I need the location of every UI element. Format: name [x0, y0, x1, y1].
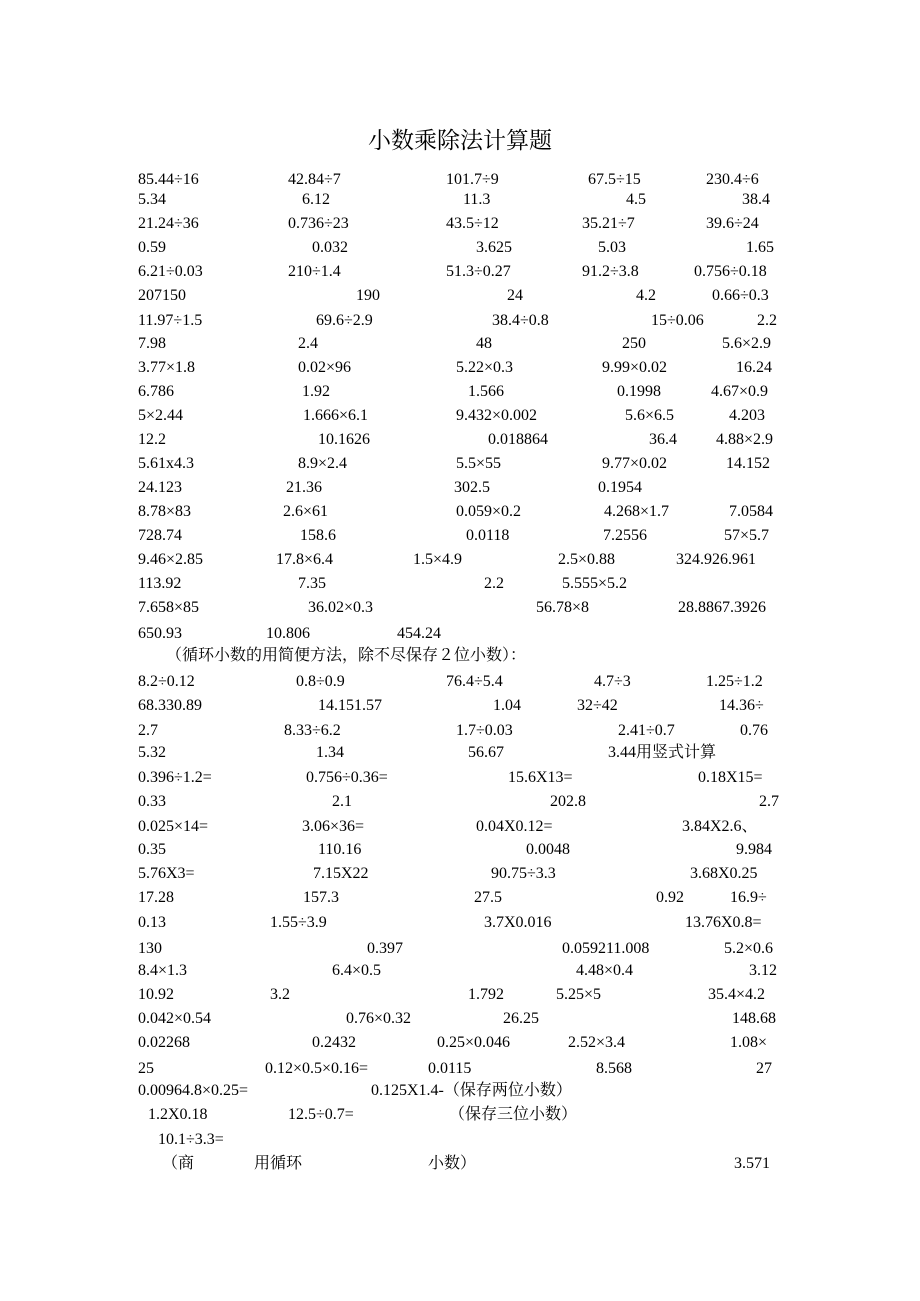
problem-text: 0.33 [138, 793, 166, 810]
problem-text: 85.44÷16 [138, 171, 199, 188]
problem-text: 8.33÷6.2 [284, 722, 341, 739]
problem-text: 2.7 [759, 793, 779, 810]
problem-text: 90.75÷3.3 [491, 865, 556, 882]
problem-text: 1.566 [468, 383, 504, 400]
problem-text: 2.1 [332, 793, 352, 810]
problem-text: 0.2432 [312, 1034, 356, 1051]
problem-text: 0.00964.8×0.25= [138, 1082, 249, 1099]
problem-text: 2.2 [484, 575, 504, 592]
problem-text: 190 [356, 287, 380, 304]
problem-text: 9.432×0.002 [456, 407, 538, 424]
problem-text: 5.61x4.3 [138, 455, 194, 472]
problem-text: （商 [162, 1155, 195, 1172]
problem-text: 24.123 [138, 479, 182, 496]
problem-text: 2.52×3.4 [568, 1034, 626, 1051]
problem-text: 0.736÷23 [288, 215, 349, 232]
problem-text: 7.658×85 [138, 599, 200, 616]
problem-text: 12.2 [138, 431, 166, 448]
problem-text: 0.025×14= [138, 818, 209, 835]
problem-text: 7.15X22 [313, 865, 369, 882]
problem-text: 6.786 [138, 383, 174, 400]
problem-text: 12.5÷0.7= [288, 1106, 354, 1123]
problem-text: 14.151.57 [318, 697, 382, 714]
problem-text: 48 [476, 335, 492, 352]
problem-text: 3.84X2.6、 [682, 818, 758, 835]
problem-text: 28.8867.3926 [678, 599, 766, 616]
problem-text: 13.76X0.8= [685, 914, 762, 931]
problem-text: 17.8×6.4 [276, 551, 334, 568]
problem-text: 0.1998 [617, 383, 661, 400]
problem-text: 0.059211.008 [562, 940, 650, 957]
problem-text: 0.396÷1.2= [138, 769, 212, 786]
problem-text: 8.9×2.4 [298, 455, 348, 472]
problem-text: 1.65 [746, 239, 774, 256]
problem-text: 130 [138, 940, 162, 957]
problem-text: 39.6÷24 [706, 215, 759, 232]
problem-text: 76.4÷5.4 [446, 673, 503, 690]
problem-text: 1.666×6.1 [303, 407, 369, 424]
problem-text: 2.7 [138, 722, 158, 739]
problem-text: 0.0048 [526, 841, 570, 858]
problem-text: 207150 [138, 287, 186, 304]
problem-text: 15.6X13= [508, 769, 573, 786]
problem-text: 3.625 [476, 239, 512, 256]
problem-text: 1.25÷1.2 [706, 673, 763, 690]
problem-text: 36.02×0.3 [308, 599, 374, 616]
problem-text: 6.4×0.5 [332, 962, 382, 979]
problem-text: 0.397 [367, 940, 403, 957]
problem-text: 454.24 [397, 625, 441, 642]
problem-text: 0.032 [312, 239, 348, 256]
problem-text: 10.1626 [318, 431, 370, 448]
problem-text: 250 [622, 335, 646, 352]
problem-text: （循环小数的用简便方法，除不尽保存２位小数）： [166, 647, 527, 664]
problem-text: 4.268×1.7 [604, 503, 670, 520]
problem-text: 7.35 [298, 575, 326, 592]
problem-text: 113.92 [138, 575, 182, 592]
problem-text: 27.5 [474, 889, 502, 906]
problem-text: 17.28 [138, 889, 174, 906]
problem-text: 2.6×61 [283, 503, 329, 520]
problem-text: 5.03 [598, 239, 626, 256]
problem-text: 36.4 [649, 431, 677, 448]
problem-text: 8.2÷0.12 [138, 673, 195, 690]
problem-text: 101.7÷9 [446, 171, 499, 188]
problem-text: 1.04 [493, 697, 521, 714]
problem-text: 0.018864 [488, 431, 548, 448]
problem-text: 202.8 [550, 793, 586, 810]
problem-text: 10.806 [266, 625, 310, 642]
problem-text: 110.16 [318, 841, 362, 858]
problem-text: 9.77×0.02 [602, 455, 668, 472]
problem-text: 67.5÷15 [588, 171, 641, 188]
problem-text: 210÷1.4 [288, 263, 341, 280]
problem-text: 1.34 [316, 744, 344, 761]
problem-text: （保存三位小数） [449, 1106, 578, 1123]
problem-text: 3.77×1.8 [138, 359, 196, 376]
problem-text: 35.4×4.2 [708, 986, 766, 1003]
problem-text: 5.32 [138, 744, 166, 761]
problem-text: 2.41÷0.7 [618, 722, 675, 739]
problem-text: 小数） [428, 1155, 477, 1172]
problem-text: 3.2 [270, 986, 290, 1003]
problem-text: 148.68 [732, 1010, 776, 1027]
problem-text: 11.3 [463, 191, 491, 208]
problem-text: 7.0584 [729, 503, 773, 520]
problem-text: 0.059×0.2 [456, 503, 522, 520]
problem-text: 16.9÷ [730, 889, 767, 906]
problem-text: 57×5.7 [724, 527, 770, 544]
problem-text: 11.97÷1.5 [138, 312, 203, 329]
problem-text: 0.59 [138, 239, 166, 256]
problem-text: 5.34 [138, 191, 166, 208]
problem-text: 302.5 [454, 479, 490, 496]
problem-text: 4.67×0.9 [711, 383, 769, 400]
problem-text: 51.3÷0.27 [446, 263, 511, 280]
problem-text: 0.02268 [138, 1034, 190, 1051]
problem-text: 2.2 [757, 312, 777, 329]
problem-text: 5.76X3= [138, 865, 195, 882]
problem-text: 32÷42 [577, 697, 618, 714]
problem-text: 0.0115 [428, 1060, 472, 1077]
problem-text: 8.4×1.3 [138, 962, 188, 979]
problem-text: 0.76 [740, 722, 768, 739]
problem-text: 27 [756, 1060, 772, 1077]
problem-text: 9.984 [736, 841, 772, 858]
problem-text: 7.2556 [603, 527, 647, 544]
problem-text: 5.22×0.3 [456, 359, 514, 376]
problem-text: 5×2.44 [138, 407, 184, 424]
problem-text: 8.78×83 [138, 503, 192, 520]
problem-text: 3.68X0.25 [690, 865, 758, 882]
problem-text: 68.330.89 [138, 697, 202, 714]
problem-text: 5.6×6.5 [625, 407, 675, 424]
problem-text: 1.792 [468, 986, 504, 1003]
problem-text: 324.926.961 [676, 551, 756, 568]
problem-text: 4.48×0.4 [576, 962, 634, 979]
problem-text: 0.12×0.5×0.16= [265, 1060, 369, 1077]
problem-text: 6.12 [302, 191, 330, 208]
problem-text: 0.66÷0.3 [712, 287, 769, 304]
problem-text: 4.88×2.9 [716, 431, 774, 448]
problem-text: 25 [138, 1060, 154, 1077]
problem-text: 10.92 [138, 986, 174, 1003]
problem-text: 38.4÷0.8 [492, 312, 549, 329]
problem-text: 1.08× [730, 1034, 768, 1051]
problem-text: 0.25×0.046 [437, 1034, 511, 1051]
problem-text: 157.3 [303, 889, 339, 906]
problem-text: 0.04X0.12= [476, 818, 553, 835]
problem-text: 0.76×0.32 [346, 1010, 412, 1027]
problem-text: 1.55÷3.9 [270, 914, 327, 931]
problem-text: 0.0118 [466, 527, 510, 544]
problem-text: 230.4÷6 [706, 171, 759, 188]
problem-text: 4.5 [626, 191, 646, 208]
problem-text: 0.02×96 [298, 359, 352, 376]
problem-text: 9.99×0.02 [602, 359, 668, 376]
problem-text: 35.21÷7 [582, 215, 635, 232]
problem-text: 15÷0.06 [651, 312, 704, 329]
problem-text: 0.1954 [598, 479, 642, 496]
problem-text: 5.25×5 [556, 986, 602, 1003]
problem-text: 3.7X0.016 [484, 914, 552, 931]
problem-text: 0.13 [138, 914, 166, 931]
page-title: 小数乘除法计算题 [368, 128, 552, 153]
problem-text: 0.35 [138, 841, 166, 858]
problem-text: 0.8÷0.9 [296, 673, 345, 690]
problem-text: 0.756÷0.18 [694, 263, 767, 280]
problem-text: 21.36 [286, 479, 322, 496]
problem-text: 0.125X1.4-（保存两位小数） [371, 1082, 572, 1099]
problem-text: 10.1÷3.3= [158, 1131, 224, 1148]
problem-text: 42.84÷7 [288, 171, 341, 188]
problem-text: 26.25 [503, 1010, 539, 1027]
problem-text: 7.98 [138, 335, 166, 352]
problem-text: 5.555×5.2 [562, 575, 628, 592]
problem-text: 728.74 [138, 527, 182, 544]
problem-text: 91.2÷3.8 [582, 263, 639, 280]
problem-text: 69.6÷2.9 [316, 312, 373, 329]
problem-text: 3.44用竖式计算 [608, 744, 717, 761]
problem-text: 21.24÷36 [138, 215, 199, 232]
problem-text: 0.756÷0.36= [306, 769, 388, 786]
problem-text: 3.571 [734, 1155, 770, 1172]
problem-text: 5.6×2.9 [722, 335, 772, 352]
problem-text: 1.5×4.9 [413, 551, 463, 568]
problem-text: 3.06×36= [302, 818, 365, 835]
problem-text: 56.78×8 [536, 599, 590, 616]
problem-text: 158.6 [300, 527, 336, 544]
problem-text: 1.92 [302, 383, 330, 400]
problem-text: 4.7÷3 [594, 673, 631, 690]
problem-text: 2.5×0.88 [558, 551, 616, 568]
problem-text: 14.36÷ [719, 697, 764, 714]
problem-text: 16.24 [736, 359, 772, 376]
problem-text: 1.7÷0.03 [456, 722, 513, 739]
problem-text: 1.2X0.18 [148, 1106, 208, 1123]
problem-text: 4.203 [729, 407, 765, 424]
problem-text: 8.568 [596, 1060, 632, 1077]
problem-text: 0.92 [656, 889, 684, 906]
problem-text: 14.152 [726, 455, 770, 472]
problem-text: 5.2×0.6 [724, 940, 774, 957]
problem-text: 56.67 [468, 744, 504, 761]
problem-text: 43.5÷12 [446, 215, 499, 232]
problem-text: 2.4 [298, 335, 318, 352]
problem-text: 6.21÷0.03 [138, 263, 203, 280]
problem-text: 4.2 [636, 287, 656, 304]
problem-text: 24 [507, 287, 523, 304]
problem-text: 0.18X15= [698, 769, 763, 786]
problem-text: 650.93 [138, 625, 182, 642]
problem-text: 9.46×2.85 [138, 551, 204, 568]
problem-text: 5.5×55 [456, 455, 502, 472]
problem-text: 用循环 [254, 1155, 303, 1172]
problem-text: 38.4 [742, 191, 770, 208]
problem-text: 0.042×0.54 [138, 1010, 212, 1027]
problem-text: 3.12 [749, 962, 777, 979]
